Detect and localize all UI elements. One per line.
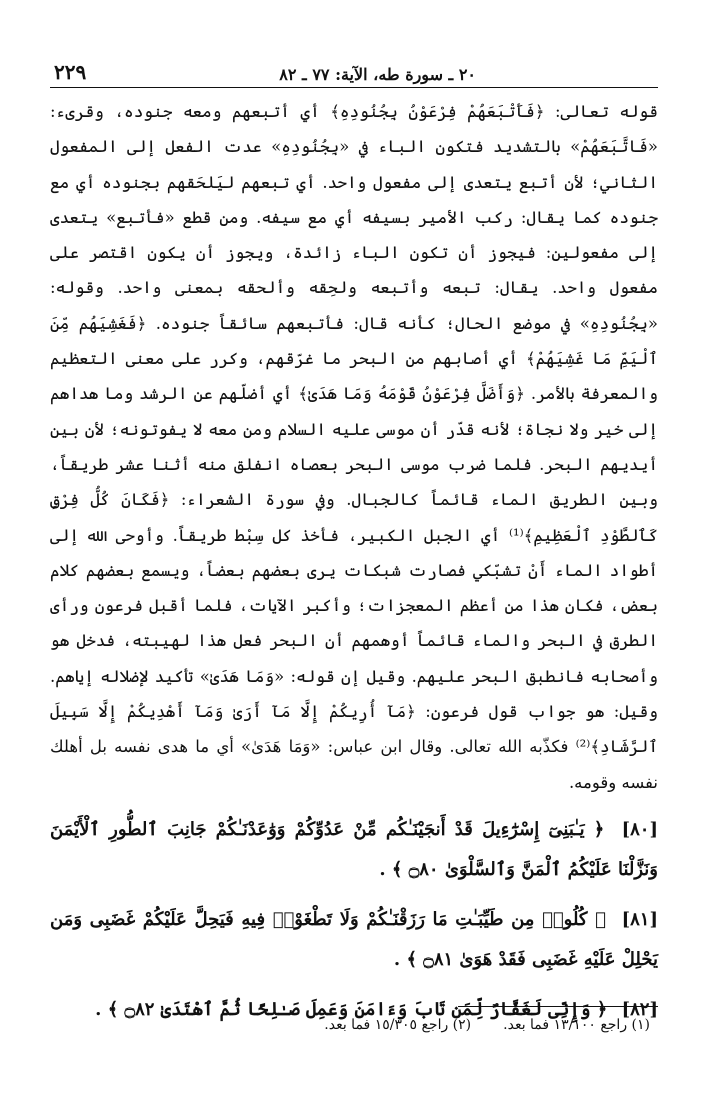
footnote-line <box>50 1017 658 1033</box>
page-header <box>50 58 658 88</box>
verse-text: ﴿ يَـٰبَنِىٓ إِسْرَٰٓءِيلَ قَدْ أَنجَيْنَـٰكُم مِّنْ عَدُوِّكُمْ وَوَٰعَدْنَـٰكُمْ جَانِبَ ٱلطُّورِ ٱلْأَيْمَنَ وَنَزَّلْنَا عَلَيْكُمُ ٱلْمَنَّ وَٱلسَّلْوَىٰ ۝٨٠ ﴾ . <box>50 818 658 880</box>
paragraph: قوله تعالى: ﴿فَأَتْبَعَهُمْ فِرْعَوْنُ بِجُنُودِهِ﴾ أي أتبعهم ومعه جنوده، وقرىء: «فَاتَّبَعَهُمْ» بالتشديد فتكون الباء في «بِجُنُودِهِ» عدت الفعل إلى المفعول الثاني؛ لأن أتبع يتعدى إلى مفعول واحد. أي تبعهم ليَلحَقهم بجنوده أي مع جنوده كما يقال: ركب الأمير بسيفه أي مع سيفه. ومن قطع «فأتبع» يتعدى إلى مفعولين: فيجوز أن تكون الباء زائدة، ويجوز أن يكون اقتصر على مفعول واحد. يقال: تبعه وأتبعه ولحِقه وألحقه بمعنى واحد. وقوله: «بِجُنُودِهِ» في موضع الحال؛ كأنه قال: فأتبعهم سائقاً جنوده. ﴿فَغَشِيَهُم مِّنَ ٱلْيَمِّ مَا غَشِيَهُمْ﴾ أي أصابهم من البحر ما غرّقهم، وكرر على معنى التعظيم والمعرفة بالأمر. ﴿وَأَضَلَّ فِرْعَوْنُ قَوْمَهُ وَمَا هَدَىٰ﴾ أي أضلّهم عن الرشد وما هداهم إلى خير ولا نجاة؛ لأنه قدّر أن موسى عليه السلام ومن معه لا يفوتونه؛ لأن بين أيديهم البحر. فلما ضرب موسى البحر بعصاه انفلق منه أثنا عشر طريقاً، وبين الطريق الماء قائماً كالجبال. وفي سورة الشعراء: ﴿فَكَانَ كُلُّ فِرْقٍ كَٱلطَّوْدِ ٱلْعَظِيمِ﴾⁽¹⁾ أي الجبل الكبير، فأخذ كل سِبْط طريقاً. وأوحى الله إلى أطواد الماء أَنْ تشبّكي فصارت شبكات يرى بعضهم بعضاً، ويسمع بعضهم كلام بعض، فكان هذا من أعظم المعجزات؛ وأكبر الآيات، فلما أقبل فرعون ورأى الطرق في البحر والماء قائماً أوهمهم أن البحر فعل هذا لهيبته، فدخل هو وأصحابه فانطبق البحر عليهم. وقيل إن قوله: «وَمَا هَدَىٰ» تأكيد لإضلاله إياهم. وقيل: هو جواب قول فرعون: ﴿مَآ أُرِيكُمْ إِلَّا مَآ أَرَىٰ وَمَآ أَهْدِيكُمْ إِلَّا سَبِيلَ ٱلرَّشَادِ﴾⁽²⁾ فكذّبه الله تعالى. وقال ابن عباس: «وَمَا هَدَىٰ» أي ما هدى نفسه بل أهلك نفسه وقومه. <box>50 102 658 792</box>
verse-80 <box>50 810 658 890</box>
verse-number: [٨١] <box>621 908 658 930</box>
commentary-text <box>50 94 658 800</box>
verse-81 <box>50 900 658 980</box>
document-page <box>50 58 658 1068</box>
footnote-1: (١) راجع ١٣/١٠٠ فما بعد. <box>503 1017 650 1033</box>
footnotes <box>50 1006 658 1033</box>
footnote-2: (٢) راجع ١٥/٣٠٥ فما بعد. <box>324 1017 472 1033</box>
verse-text: ﴿ كُلُوا۟ مِن طَيِّبَـٰتِ مَا رَزَقْنَـٰكُمْ وَلَا تَطْغَوْا۟ فِيهِ فَيَحِلَّ عَلَيْكُمْ غَضَبِى وَمَن يَحْلِلْ عَلَيْهِ غَضَبِى فَقَدْ هَوَىٰ ۝٨١ ﴾ . <box>50 908 658 970</box>
verse-number: [٨٠] <box>621 818 658 840</box>
header-title: ٢٠ ـ سورة طه، الآية: ٧٧ ـ ٨٢ <box>279 65 476 84</box>
page-number: ٢٢٩ <box>54 60 87 84</box>
verse-number: [٨٢] <box>621 998 658 1020</box>
verse-text: ﴿ وَإِنِّى لَغَفَّارٌ لِّمَن تَابَ وَءَامَنَ وَعَمِلَ صَـٰلِحًا ثُمَّ ٱهْتَدَىٰ ۝٨٢ ﴾ . <box>95 998 608 1020</box>
footnote-divider <box>458 1006 658 1007</box>
